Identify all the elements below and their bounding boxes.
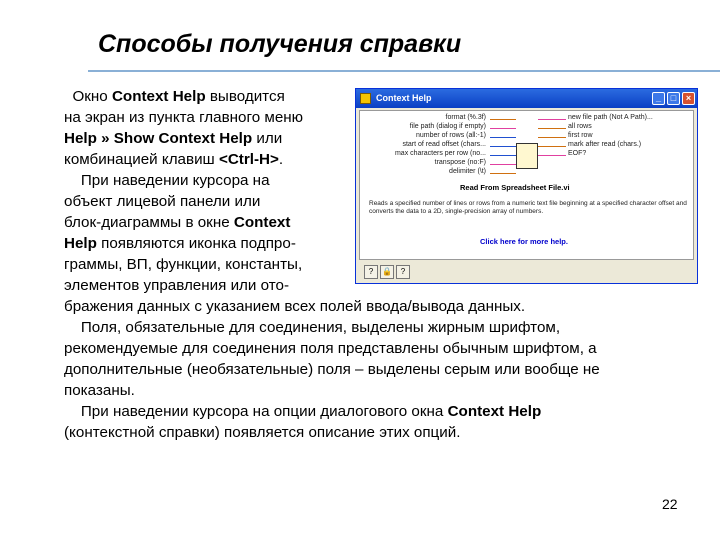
input-terminal-label: start of read offset (chars... <box>402 141 486 148</box>
input-wire <box>490 128 516 129</box>
input-terminal-label: format (%.3f) <box>445 114 486 121</box>
input-wire <box>490 146 516 147</box>
output-wire <box>538 119 566 120</box>
title-underline <box>88 70 720 72</box>
window-title-bar[interactable] <box>356 89 697 108</box>
text-segment: (контекстной справки) появляется описание этих опций. <box>64 424 461 441</box>
simple-help-icon[interactable]: ? <box>396 265 410 279</box>
input-terminal-label: file path (dialog if empty) <box>409 123 486 130</box>
text-segment: рекомендуемые для соединения поля представлены обычным шрифтом, а <box>64 340 597 357</box>
close-button[interactable]: × <box>682 92 695 105</box>
output-wire <box>538 137 566 138</box>
text-segment: комбинацией клавиш <box>64 151 219 168</box>
text-line <box>64 128 282 149</box>
slide-title: Способы получения справки <box>98 30 462 58</box>
output-terminal-label: new file path (Not A Path)... <box>568 114 653 121</box>
input-wire <box>490 119 516 120</box>
text-segment: бражения данных с указанием всех полей ввода/вывода данных. <box>64 298 526 315</box>
text-segment: Поля, обязательные для соединения, выделены жирным шрифтом, <box>64 319 561 336</box>
input-terminal-label: max characters per row (no... <box>394 150 486 157</box>
text-line <box>64 380 135 401</box>
text-line <box>64 296 525 317</box>
input-wire <box>490 173 516 174</box>
input-wire <box>490 155 516 156</box>
text-line <box>64 338 597 359</box>
text-segment: элементов управления или ото- <box>64 277 290 294</box>
input-wire <box>490 137 516 138</box>
text-line <box>64 275 289 296</box>
page-number: 22 <box>662 496 678 512</box>
window-title: Context Help <box>376 93 432 103</box>
lock-icon[interactable]: 🔒 <box>380 265 394 279</box>
text-segment: появляются иконка подпро- <box>96 235 296 252</box>
output-terminal-label: first row <box>568 132 593 139</box>
function-description: Reads a specified number of lines or rows from a numeric text file beginning at a specified character offset and converts the data to a 2D, single-precision array of numbers. <box>369 200 687 215</box>
minimize-button[interactable]: _ <box>652 92 665 105</box>
text-line <box>64 86 285 107</box>
labview-app-icon <box>360 93 371 104</box>
text-line <box>64 254 302 275</box>
more-help-link[interactable]: Click here for more help. <box>480 237 568 246</box>
text-segment: Context Help <box>447 403 542 420</box>
input-wire <box>490 164 516 165</box>
text-segment: Context <box>233 214 291 231</box>
output-wire <box>538 146 566 147</box>
output-wire <box>538 155 566 156</box>
text-line <box>64 170 270 191</box>
function-title: Read From Spreadsheet File.vi <box>460 183 570 192</box>
text-segment: объект лицевой панели или <box>64 193 261 210</box>
input-terminal-label: delimiter (\t) <box>449 168 486 175</box>
vi-connector-icon <box>516 143 538 169</box>
input-terminal-label: number of rows (all:-1) <box>415 132 486 139</box>
text-segment: показаны. <box>64 382 135 399</box>
text-line <box>64 212 290 233</box>
detailed-help-icon[interactable]: ? <box>364 265 378 279</box>
text-segment: При наведении курсора на <box>64 172 270 189</box>
help-content-area <box>359 110 694 260</box>
text-segment: . <box>278 151 284 168</box>
text-segment: Окно <box>64 88 112 105</box>
text-segment: Help <box>64 235 97 252</box>
text-segment: или <box>252 130 283 147</box>
output-terminal-label: all rows <box>568 123 592 130</box>
text-line <box>64 317 560 338</box>
text-line <box>64 359 600 380</box>
text-segment: выводится <box>205 88 285 105</box>
output-terminal-label: mark after read (chars.) <box>568 141 642 148</box>
text-line <box>64 149 283 170</box>
text-segment: <Ctrl-H> <box>218 151 279 168</box>
text-segment: При наведении курсора на опции диалогового окна <box>64 403 448 420</box>
text-line <box>64 107 303 128</box>
context-help-window <box>355 88 698 284</box>
text-segment: Help » Show Context Help <box>64 130 253 147</box>
text-line <box>64 233 296 254</box>
text-line <box>64 191 260 212</box>
text-segment: на экран из пункта главного меню <box>64 109 304 126</box>
text-line <box>64 401 541 422</box>
maximize-button[interactable]: □ <box>667 92 680 105</box>
text-segment: дополнительные (необязательные) поля – выделены серым или вообще не <box>64 361 600 378</box>
text-segment: граммы, ВП, функции, константы, <box>64 256 303 273</box>
text-segment: Context Help <box>111 88 206 105</box>
output-wire <box>538 128 566 129</box>
input-terminal-label: transpose (no:F) <box>434 159 486 166</box>
output-terminal-label: EOF? <box>568 150 587 157</box>
text-line <box>64 422 460 443</box>
text-segment: блок-диаграммы в окне <box>64 214 234 231</box>
